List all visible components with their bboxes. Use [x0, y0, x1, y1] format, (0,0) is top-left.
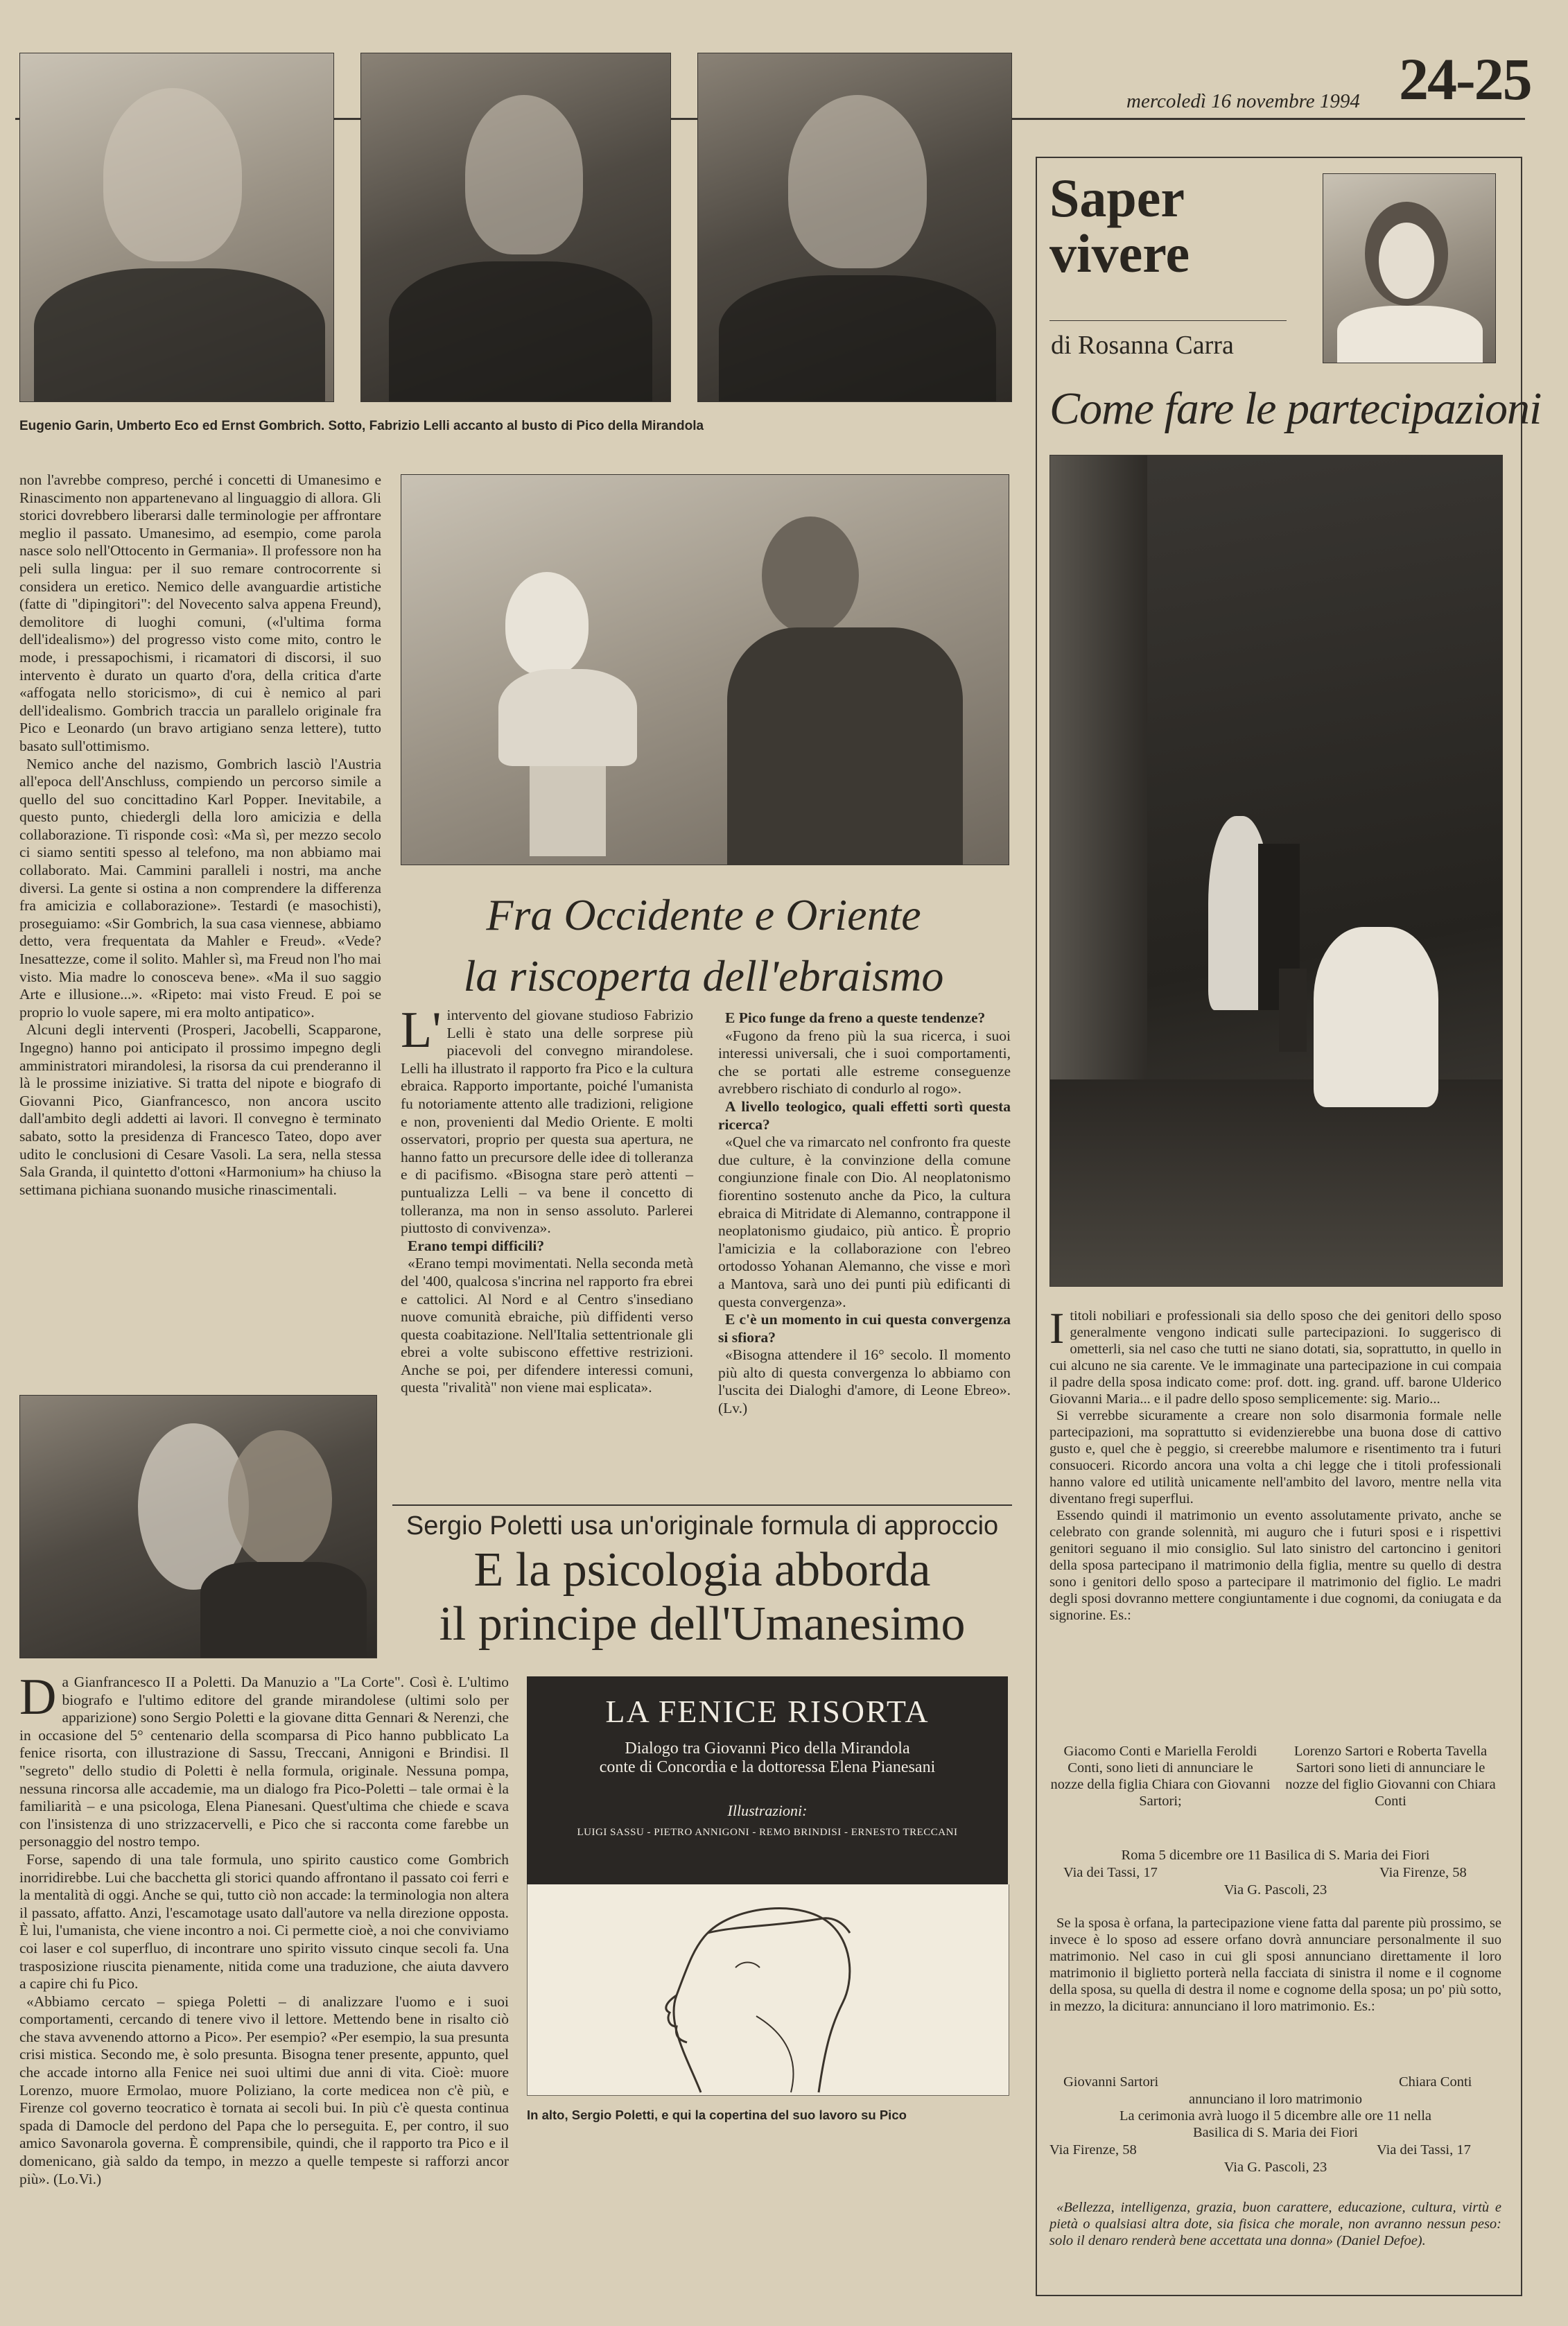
example2-line3: Basilica di S. Maria dei Fiori — [1193, 2125, 1358, 2140]
example2-line1: annunciano il loro matrimonio — [1189, 2092, 1362, 2107]
left-paragraph: Alcuni degli interventi (Prosperi, Jacobelli, Scapparone, Ingegno) hanno poi anticipato il prossimo impegno degli amministratori mirandolesi, la risorsa da cui prenderanno il là le prossime iniziative. Si tratta del nipote e biografo di Giovanni Pico, Gianfrancesco, non ancora uscito dall'ambito degli addetti ai lavori. Il convegno è terminato sabato, sotto la presidenza di Francesco Tateo, dopo aver udito le conclusioni di Cesare Vasoli. La sera, nella stessa Sala Granda, il quintetto d'ottoni «Harmonium» ha chiuso la settimana pichiana suonando musiche rinascimentali. — [19, 1021, 381, 1198]
lelli-intro: intervento del giovane studioso Fabrizio Lelli è stato una delle sorprese più piacevoli del convegno mirandolese. Lelli ha illustrato il rapporto fra Pico e la cultura ebraica. Rapporto importante, poiché l'umanista fu notoriamente attento alle tradizioni, religione e non, provenienti dal Medio Oriente. E molti osservatori, proprio per questa sua apertura, ne hanno fatto un precursore delle idee di tolleranza e di pacifismo. «Bisogna stare però attenti – puntualizza Lelli – va bene il concetto di tolleranza, ma non in senso assoluto. Parlerei piuttosto di convivenza». — [401, 1007, 693, 1237]
photo-garin — [19, 53, 334, 402]
photo-poletti — [19, 1395, 377, 1658]
example2-left: Giovanni Sartori — [1063, 2074, 1159, 2090]
example2-line2: La cerimonia avrà luogo il 5 dicembre alle ore 11 nella — [1119, 2108, 1432, 2124]
left-paragraph: non l'avrebbe compreso, perché i concetti di Umanesimo e Rinascimento non appartenevano al linguaggio di allora. Gli storici dovrebbero liberarsi dalle terminologie per affrontare meglio il passato. Umanesimo, ad esempio, come parola nasce solo nell'Ottocento in Germania». Il professore non ha peli sulla lingua: per il suo remare controcorrente si considera un eretico. Nemico delle avanguardie artistiche (fatte di "dipingitori": del Novecento salva appena Freund), demolitore di luoghi comuni, («l'ultima forma dell'idealismo») del progresso visto come mito, contro le mode, i pressapochismi, i ricamatori di discorsi, il suo intervento è durato un quarto d'ora, della critica d'arte «affogata nello storicismo», di cui è nemico al pari dell'idealismo. Gombrich traccia un parallelo originale fra Pico e Leonardo (un bravo artigiano senza lettere), tutto basato sull'ottimismo. — [19, 471, 381, 754]
example2-right: Chiara Conti — [1399, 2074, 1472, 2090]
lelli-question-4: E c'è un momento in cui questa convergenza si sfiora? — [718, 1311, 1011, 1346]
book-cover-drawing — [527, 1884, 1009, 2096]
poletti-headline — [392, 1543, 1012, 1651]
example1-ceremony: Roma 5 dicembre ore 11 Basilica di S. Maria dei Fiori — [1121, 1848, 1430, 1863]
book-cover — [527, 1676, 1008, 1884]
sidebar-byline-rule — [1049, 320, 1287, 321]
sidebar-intro: Ititoli nobiliari e professionali sia dello sposo che dei genitori dello sposo generalmente vengono indicati sulle partecipazioni. Io suggerisco di ometterli, sia nel caso che tutti ne siano dotati, sia, soprattutto, in quello in cui alcuno ne sia carente. Ve le immaginate una partecipazione in cui compaia il padre della sposa indicato come: prof. dott. ing. grand. uff. barone Ulderico Giovanni Maria... e il padre dello sposo semplicemente: sig. Mario... Si verrebbe sicuramente a creare non solo disarmonia formale nelle partecipazioni, ma soprattutto si evidenzierebbe una buona dose di cattivo gusto e, quel che è peggio, si creerebbe malumore e risentimento tra i futuri consuoceri. Ricordo ancora una volta a chi legge che i titoli professionali hanno valore ed utilità unicamente nell'ambito del lavoro, mentre nella vita diventano fregi superflui. Essendo quindi il matrimonio un evento assolutamente privato, anche se celebrato con grande solennità, mi auguro che i futuri sposi e i rispettivi genitori seguano il mio consiglio. Sul lato sinistro del cartoncino i genitori della sposa partecipano il matrimonio della figlia, mentre su quello di destra sono i genitori dello sposo a partecipare il matrimonio del figlio. Le madri degli sposi dovranno mettere congiuntamente i due cognomi, da coniugata e da signorine. Es.: — [1049, 1303, 1501, 1623]
poletti-paragraph: a Gianfrancesco II a Poletti. Da Manuzio a "La Corte". Così è. L'ultimo biografo e l'ultimo editore del grande mirandolese (ultimi solo per apparizione) sono Sergio Poletti e la giovane ditta Gennari & Nerenzi, che in occasione del 5° centenario della scomparsa di Pico hanno pubblicato La fenice risorta, con illustrazione di Sassu, Treccani, Annigoni e Brindisi. Il "segreto" dello studio di Poletti è nella formula, originale. Nessuna pompa, nessuna rincorsa alle accademie, ma un dialogo fra Pico-Poletti – tale ormai è la familiarità – e una psicologa, Elena Pianesani. Quest'ultima che chiede e scava con l'insistenza di uno strizzacervelli, e Pico che si racconta come farebbe un personaggio del nostro tempo. — [19, 1674, 509, 1850]
example2-addr-center: Via G. Pascoli, 23 — [1223, 2160, 1327, 2175]
photo-wedding — [1049, 455, 1503, 1287]
sidebar-headline: Come fare le partecipazioni — [1049, 383, 1542, 434]
lelli-answer-1: «Erano tempi movimentati. Nella seconda metà del '400, qualcosa s'incrina nel rapporto fra ebrei e cattolici. Al Nord e al Centro s'insediano nuove comunità ebraiche, più diffidenti verso questa coabitazione. Nell'Italia settentrionale gli ebrei a volte subiscono effettive restrizioni. Anche se poi, per difendere interessi comuni, questa "rivalità" non viene mai esplicata». — [401, 1255, 693, 1396]
lelli-headline-line1: Fra Occidente e Oriente — [486, 890, 921, 939]
example2-addr-right: Via dei Tassi, 17 — [1377, 2142, 1471, 2158]
sidebar-quote — [1049, 2199, 1501, 2249]
left-column — [19, 471, 381, 1199]
book-title: LA FENICE RISORTA — [605, 1694, 930, 1729]
lelli-answer-4: «Bisogna attendere il 16° secolo. Il momento più alto di questa convergenza lo abbiamo con l'uscita dei Dialoghi d'amore, di Leone Ebreo». (Lv.) — [718, 1346, 1011, 1417]
poletti-headline-line1: E la psicologia abborda — [473, 1543, 931, 1597]
sidebar-byline: di Rosanna Carra — [1051, 331, 1234, 360]
sidebar-middle-paragraph: Se la sposa è orfana, la partecipazione viene fatta dal parente più prossimo, se invece è lo sposo ad essere orfano dovrà annunciare personalmente il suo matrimonio. Nel caso in cui gli sposi annunciano direttamente il loro matrimonio il biglietto porterà nella facciata di sinistra il nome e il cognome della sposa, su quella di destra il nome e cognome della sposa; un po' più sotto, in mezzo, la dicitura: annunciano il loro matrimonio. Es.: — [1049, 1916, 1501, 2014]
sidebar-title-line2: vivere — [1049, 223, 1190, 284]
sidebar-title — [1049, 168, 1190, 284]
lelli-col-2 — [718, 1009, 1011, 1418]
photo-rosanna-carra — [1323, 173, 1496, 363]
photo-eco — [360, 53, 671, 402]
sidebar-paragraph: Essendo quindi il matrimonio un evento assolutamente privato, anche se celebrato con grande solennità, mi auguro che i futuri sposi e i rispettivi genitori seguano il mio consiglio. Sul lato sinistro del cartoncino i genitori della sposa partecipano il matrimonio della figlia, mentre su quello di destra sono i genitori dello sposo a partecipare il matrimonio del figlio. Le madri degli sposi dovranno mettere congiuntamente i due cognomi, da coniugata e da signorine. Es.: — [1049, 1508, 1501, 1623]
example1-left: Giacomo Conti e Mariella Feroldi Conti, sono lieti di annunciare le nozze della figlia Chiara con Giovanni Sartori; — [1050, 1744, 1271, 1809]
lelli-headline-line2: la riscoperta dell'ebraismo — [463, 951, 944, 1000]
pico-portrait-drawing — [528, 1884, 1009, 2095]
lelli-question-3: A livello teologico, quali effetti sortì questa ricerca? — [718, 1097, 1011, 1133]
lelli-headline — [395, 885, 1012, 1007]
lelli-answer-3: «Quel che va rimarcato nel confronto fra queste due culture, è la convinzione della comune congiunzione finale con Dio. Al neoplatonismo fiorentino sostenuto anche da Pico, la cultura ebraica di Mitridate di Alemanno, contrappone il neoplatonismo giudaico, più antico. È proprio l'amicizia e la collaborazione con l'ebreo ortodosso Yohanan Alemanno, che visse e morì a Mantova, sarà uno dei punti più edificanti di questa convergenza». — [718, 1134, 1011, 1310]
book-subtitle-1: Dialogo tra Giovanni Pico della Mirandola — [625, 1739, 910, 1757]
sidebar-paragraph: titoli nobiliari e professionali sia dello sposo che dei genitori dello sposo generalmente vengono indicati sulle partecipazioni. Io suggerisco di ometterli, sia nel caso che tutti ne siano dotati, sia, soprattutto, in quello in cui alcuno ne sia carente. Ve le immaginate una partecipazione in cui compaia il padre della sposa indicato come: prof. dott. ing. grand. uff. barone Ulderico Giovanni Maria... e il padre dello sposo semplicemente: sig. Mario... — [1049, 1308, 1501, 1407]
book-caption: In alto, Sergio Poletti, e qui la copertina del suo lavoro su Pico — [527, 2108, 907, 2122]
top-photos-caption: Eugenio Garin, Umberto Eco ed Ernst Gombrich. Sotto, Fabrizio Lelli accanto al busto di Pico della Mirandola — [19, 419, 704, 433]
lelli-question-2: E Pico funge da freno a queste tendenze? — [725, 1009, 986, 1026]
sidebar-middle — [1049, 1915, 1501, 2015]
lelli-answer-2: «Fugono da freno più la sua ricerca, i suoi interessi universali, che i suoi comportamenti, che se portati alle estreme conseguenze avrebbero rischiato di condurlo al rogo». — [718, 1027, 1011, 1097]
example1-right: Lorenzo Sartori e Roberta Tavella Sartori sono lieti di annunciare le nozze del figlio Giovanni con Chiara Conti — [1285, 1744, 1496, 1809]
poletti-rule — [392, 1504, 1012, 1506]
poletti-paragraph: «Abbiamo cercato – spiega Poletti – di analizzare l'uomo e i suoi comportamenti, cercando di tenere vivo il lettore. Mettendo bene in risalto ciò che stava avvenendo attorno a Pico». Per esempio? «Per esempio, la sua presunta crisi mistica. Secondo me, è solo presunta. Bisogna tener presente, appunto, quel che accade intorno alla Fenice nei suoi ultimi due anni di vita. Cioè: muore Lorenzo, muore Ermolao, muore Poliziano, la corte medicea non c'è più, e Firenze col governo teocratico è tornata ai secoli bui. In più c'è questa continua spada di Damocle del perdono del Papa che lo perseguita. E, per contro, il suo amico Savonarola governa. È comprensibile, quindi, che il rapporto tra Pico e il domenicano, già saldo da tempo, in mezzo a quelle tempeste si rafforzi ancor più». (Lo.Vi.) — [19, 1993, 509, 2187]
example1-addr-left: Via dei Tassi, 17 — [1063, 1865, 1158, 1880]
photo-lelli-bust — [401, 474, 1009, 865]
sidebar-quote-text: «Bellezza, intelligenza, grazia, buon carattere, educazione, cultura, virtù e pietà o qualsiasi altra dote, sia fisica che morale, non avranno nessun peso: solo il denaro renderà bene accettata una donna» (Daniel Defoe). — [1049, 2200, 1501, 2248]
example2-addr-left: Via Firenze, 58 — [1049, 2142, 1137, 2158]
book-illustrators: LUIGI SASSU - PIETRO ANNIGONI - REMO BRINDISI - ERNESTO TRECCANI — [577, 1827, 958, 1838]
example1-addr-center: Via G. Pascoli, 23 — [1223, 1882, 1327, 1898]
poletti-column: Da Gianfrancesco II a Poletti. Da Manuzio a "La Corte". Così è. L'ultimo biografo e l'ultimo editore del grande mirandolese (ultimi solo per apparizione) sono Sergio Poletti e la giovane ditta Gennari & Nerenzi, che in occasione del 5° centenario della scomparsa di Pico hanno pubblicato La fenice risorta, con illustrazione di Sassu, Treccani, Annigoni e Brindisi. Il "segreto" dello studio di Poletti è nella formula, originale. Nessuna pompa, nessuna rincorsa alle accademie, ma un dialogo fra Pico-Poletti – tale ormai è la familiarità – e una psicologa, Elena Pianesani. Quest'ultima che chiede e scava con l'insistenza di uno strizzacervelli, e Pico che si racconta come farebbe un personaggio del nostro tempo. Forse, sapendo di una tale formula, uno spirito caustico come Gombrich inorridirebbe. Lui che bacchetta gli storici quando affrontano il passato coi ferri e la mentalità di oggi. Anche se qui, tutto ciò non accade: la terminologia non altera il passato, affatto. Anzi, l'escamotage usato dall'autore va nella direzione opposta. È lui, l'umanista, che viene incontro a noi. Ci permette cioè, a noi che conviviamo coi laser e col superfluo, di incontrare uno spirito vissuto cinque secoli fa. Una trasposizione riuscita pienamente, nitida come una traduzione, che aiuta davvero a capire chi fu Pico. «Abbiamo cercato – spiega Poletti – di analizzare l'uomo e i suoi comportamenti, cercando di tenere vivo il lettore. Mettendo bene in risalto ciò che stava avvenendo attorno a Pico». Per esempio? «Per esempio, la sua presunta crisi mistica. Secondo me, è solo presunta. Bisogna tener presente, appunto, quel che accade intorno alla Fenice nei suoi ultimi due anni di vita. Cioè: muore Lorenzo, muore Ermolao, muore Poliziano, la corte medicea non c'è più, e Firenze col governo teocratico è tornata ai secoli bui. In più c'è questa continua spada di Damocle del perdono del Papa che lo perseguita. E, per contro, il suo amico Savonarola governa. È comprensibile, quindi, che il rapporto tra Pico e il domenicano, già saldo da tempo, in mezzo a quelle tempeste si rafforzi ancor più». (Lo.Vi.) — [19, 1669, 509, 2187]
poletti-headline-line2: il principe dell'Umanesimo — [439, 1597, 966, 1651]
poletti-paragraph: Forse, sapendo di una tale formula, uno spirito caustico come Gombrich inorridirebbe. Lui che bacchetta gli storici quando affrontano il passato coi ferri e la mentalità di oggi. Anche se qui, tutto ciò non accade: la terminologia non altera il passato, affatto. Anzi, l'escamotage usato dall'autore va nella direzione opposta. È lui, l'umanista, che viene incontro a noi. Ci permette cioè, a noi che conviviamo coi laser e col superfluo, di incontrare uno spirito vissuto cinque secoli fa. Una trasposizione riuscita pienamente, nitida come una traduzione, che aiuta davvero a capire chi fu Pico. — [19, 1850, 509, 1993]
lelli-col-1: L' intervento del giovane studioso Fabrizio Lelli è stato una delle sorprese più piacevoli del convegno mirandolese. Lelli ha illustrato il rapporto fra Pico e la cultura ebraica. Rapporto importante, poiché l'umanista fu notoriamente attento alle tradizioni, religione e non, provenienti dal Medio Oriente. E molti osservatori, proprio per questa sua apertura, ne hanno fatto un precursore delle idee di tolleranza e di pacifismo. «Bisogna stare però attenti – puntualizza Lelli – va bene il concetto di tolleranza, ma non in senso assoluto. Parlerei piuttosto di convivenza». Erano tempi difficili? «Erano tempi movimentati. Nella seconda metà del '400, qualcosa s'incrina nel rapporto fra ebrei e cattolici. Al Nord e al Centro s'insediano nuove comunità ebraiche, più diffidenti verso questa coabitazione. Nell'Italia settentrionale gli ebrei a volte subiscono effettive restrizioni. Anche se poi, per difendere interessi comuni, questa "rivalità" non viene mai esplicata». — [401, 1002, 693, 1396]
sidebar-title-line1: Saper — [1049, 168, 1185, 228]
book-illustrations-label: Illustrazioni: — [727, 1802, 808, 1819]
page-numbers: 24-25 — [1399, 46, 1531, 112]
left-paragraph: Nemico anche del nazismo, Gombrich lasciò l'Austria all'epoca dell'Anschluss, compiendo un percorso simile a quello del suo concittadino Karl Popper. Inevitabile, a questo punto, chiedergli della loro amicizia e della collaborazione. Ti risponde così: «Ma sì, per mezzo secolo ci siamo sentiti spesso al telefono, ma non abbiamo mai collaborato. Mai. Cammini paralleli i nostri, ma anche diversi. La gente si ostina a non comprendere la differenza fra amicizia e collaborazione». Testardi (e masochisti), proseguiamo: «Sir Gombrich, la sua casa viennese, abbiamo detto, vera frequentata da Mahler e Freud». «Vede? Inesattezze, come il solito. Mahler sì, ma Freud non l'ho mai visto. Mia madre lo conosceva bene». «Ma il suo saggio Arte e illusione...». «Ripeto: mai visto Freud. E poi se proprio lo vuole sapere, mi era molto antipatico». — [19, 755, 381, 1021]
header-date: mercoledì 16 novembre 1994 — [1126, 90, 1360, 112]
lelli-question-1: Erano tempi difficili? — [408, 1237, 545, 1254]
poletti-kicker: Sergio Poletti usa un'originale formula di approccio — [406, 1511, 999, 1540]
photo-gombrich — [697, 53, 1012, 402]
example1-addr-right: Via Firenze, 58 — [1379, 1865, 1467, 1880]
book-subtitle-2: conte di Concordia e la dottoressa Elena Pianesani — [599, 1758, 936, 1776]
sidebar-paragraph: Si verrebbe sicuramente a creare non solo disarmonia formale nelle partecipazioni, ma soprattutto si evidenzierebbe una buona dose di cattivo gusto e, quel che è peggio, si creerebbe malumore e risentimento tra i futuri consuoceri. Ricordo ancora una volta a chi legge che i titoli professionali hanno valore ed utilità unicamente nell'ambito del lavoro, mentre nella vita diventano fregi superflui. — [1049, 1408, 1501, 1507]
